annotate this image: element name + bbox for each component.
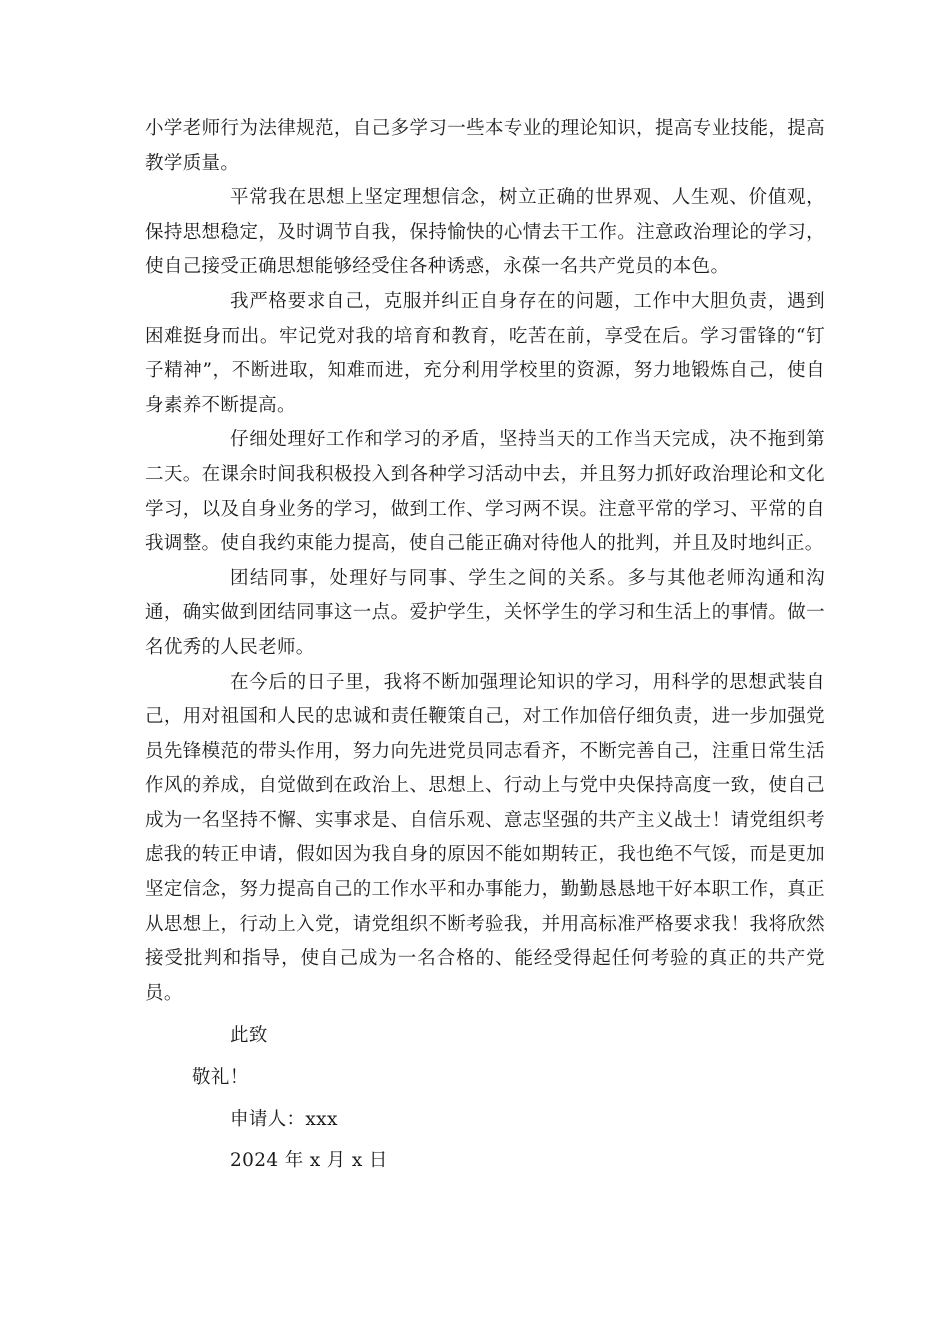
- application-date: 2024 年 x 月 x 日: [230, 1150, 388, 1172]
- paragraph-self-discipline: 我严格要求自己，克服并纠正自身存在的问题，工作中大胆负责，遇到困难挺身而出。牢记党对我的培育和教育，吃苦在前，享受在后。学习雷锋的“钉子精神”，不断进取，知难而进，充分利用学校里的资源，努力地锻炼自己，使自身素养不断提高。: [145, 290, 825, 416]
- paragraph-ideology: 平常我在思想上坚定理想信念，树立正确的世界观、人生观、价值观，保持思想稳定，及时调节自我，保持愉快的心情去干工作。注意政治理论的学习，使自己接受正确思想能够经受住各种诱惑，永葆一名共产党员的本色。: [145, 187, 825, 278]
- applicant-signature: 申请人：xxx: [230, 1108, 338, 1130]
- document-page: [145, 112, 825, 1179]
- closing-greeting: 此致: [230, 1025, 268, 1047]
- paragraph-work-study: 仔细处理好工作和学习的矛盾，坚持当天的工作当天完成，决不拖到第二天。在课余时间我积极投入到各种学习活动中去，并且努力抓好政治理论和文化学习，以及自身业务的学习，做到工作、学习两不误。注意平常的学习、平常的自我调整。使自我约束能力提高，使自己能正确对待他人的批判，并且及时地纠正。: [145, 429, 825, 555]
- closing-salute: 敬礼！: [192, 1067, 249, 1089]
- paragraph-colleagues: 团结同事，处理好与同事、学生之间的关系。多与其他老师沟通和沟通，确实做到团结同事这一点。爱护学生，关怀学生的学习和生活上的事情。做一名优秀的人民老师。: [145, 567, 825, 658]
- paragraph-continued: 小学老师行为法律规范，自己多学习一些本专业的理论知识，提高专业技能，提高教学质量。: [145, 118, 825, 174]
- paragraph-future: 在今后的日子里，我将不断加强理论知识的学习，用科学的思想武装自己，用对祖国和人民的忠诚和责任鞭策自己，对工作加倍仔细负责，进一步加强党员先锋模范的带头作用，努力向先进党员同志看齐，不断完善自己，注重日常生活作风的养成，自觉做到在政治上、思想上、行动上与党中央保持高度一致，使自己成为一名坚持不懈、实事求是、自信乐观、意志坚强的共产主义战士！请党组织考虑我的转正申请，假如因为我自身的原因不能如期转正，我也绝不气馁，而是更加坚定信念，努力提高自己的工作水平和办事能力，勤勤恳恳地干好本职工作，真正从思想上，行动上入党，请党组织不断考验我，并用高标准严格要求我！我将欣然接受批判和指导，使自己成为一名合格的、能经受得起任何考验的真正的共产党员。: [145, 671, 825, 1004]
